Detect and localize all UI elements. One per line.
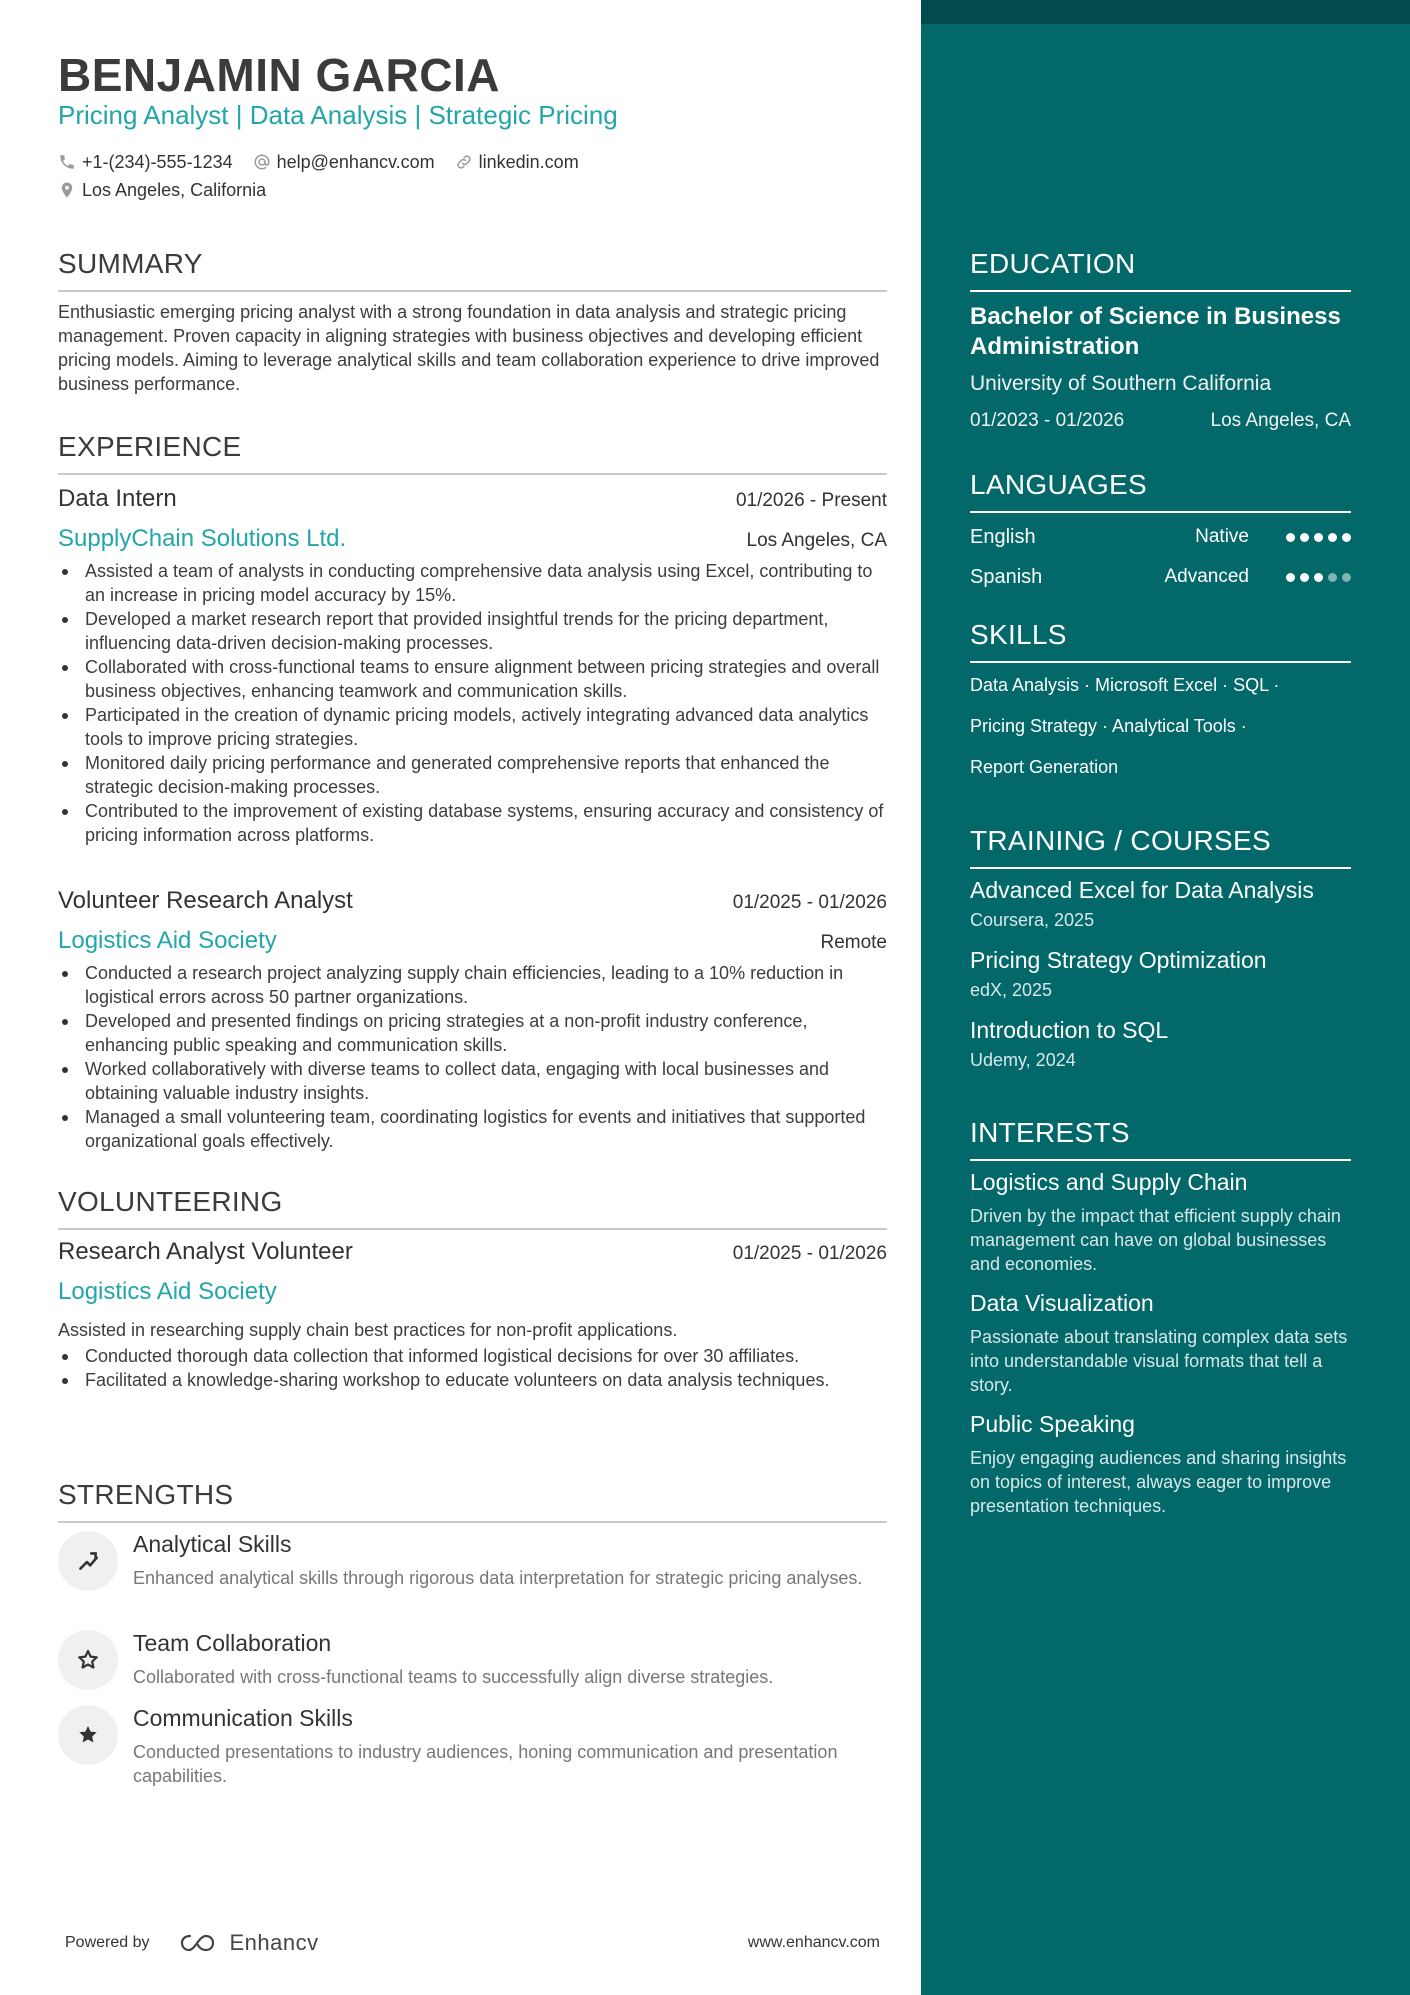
section-divider bbox=[970, 290, 1351, 292]
summary-title: SUMMARY bbox=[58, 248, 203, 279]
link-icon bbox=[455, 153, 473, 171]
language-level: Advanced bbox=[1164, 566, 1249, 587]
volunteering-description: Assisted in researching supply chain best practices for non-profit applications. bbox=[58, 1320, 678, 1340]
interest-desc: Enjoy engaging audiences and sharing insights on topics of interest, always eager to improve presentation techniques. bbox=[970, 1448, 1347, 1516]
job-company[interactable]: Logistics Aid Society bbox=[58, 927, 277, 954]
experience-section bbox=[58, 431, 887, 475]
link-text: linkedin.com bbox=[478, 151, 579, 172]
headline: Pricing Analyst | Data Analysis | Strategic Pricing bbox=[58, 100, 618, 130]
star-outline-icon bbox=[58, 1630, 118, 1690]
education-dates: 01/2023 - 01/2026 bbox=[970, 410, 1125, 431]
contact-email[interactable] bbox=[253, 152, 435, 173]
section-divider bbox=[970, 867, 1351, 869]
course-item bbox=[970, 947, 1351, 1001]
job-bullets bbox=[58, 961, 887, 1153]
footer-url[interactable]: www.enhancv.com bbox=[747, 1934, 880, 1951]
skills-line: Pricing Strategy · Analytical Tools · bbox=[970, 716, 1247, 736]
contact-info bbox=[58, 150, 599, 206]
interest-title: Public Speaking bbox=[970, 1411, 1135, 1437]
rating-dot-filled bbox=[1286, 573, 1295, 582]
training-title: TRAINING / COURSES bbox=[970, 825, 1271, 856]
education-location: Los Angeles, CA bbox=[1210, 410, 1351, 431]
rating-dot-filled bbox=[1300, 573, 1309, 582]
contact-phone[interactable] bbox=[58, 152, 233, 173]
bullet-item: Contributed to the improvement of existing database systems, ensuring accuracy and consistency of pricing information across platforms. bbox=[58, 799, 887, 847]
interest-desc: Passionate about translating complex data sets into understandable visual formats that tell a story. bbox=[970, 1327, 1348, 1395]
star-icon bbox=[58, 1705, 118, 1765]
summary-section bbox=[58, 248, 887, 396]
course-title: Introduction to SQL bbox=[970, 1017, 1169, 1043]
section-divider bbox=[58, 290, 887, 292]
sidebar-top-bar bbox=[921, 0, 1410, 24]
interests-section bbox=[970, 1117, 1351, 1518]
skills-list bbox=[970, 665, 1351, 788]
email-text: help@enhancv.com bbox=[276, 151, 435, 172]
analytics-icon bbox=[58, 1531, 118, 1591]
job-company[interactable]: SupplyChain Solutions Ltd. bbox=[58, 525, 347, 552]
job-entry bbox=[58, 887, 887, 1153]
language-item bbox=[970, 557, 1351, 597]
skills-line: Report Generation bbox=[970, 757, 1119, 777]
course-meta: edX, 2025 bbox=[970, 980, 1053, 1000]
skills-section bbox=[970, 619, 1351, 788]
education-degree: Bachelor of Science in Business Administration bbox=[970, 303, 1341, 360]
course-title: Pricing Strategy Optimization bbox=[970, 947, 1267, 973]
strengths-section bbox=[58, 1479, 887, 1523]
rating-dot-filled bbox=[1314, 573, 1323, 582]
skills-title: SKILLS bbox=[970, 619, 1067, 650]
job-company[interactable]: Logistics Aid Society bbox=[58, 1278, 277, 1305]
section-divider bbox=[58, 1228, 887, 1230]
job-title: Volunteer Research Analyst bbox=[58, 887, 353, 914]
interest-item bbox=[970, 1411, 1351, 1518]
interest-title: Data Visualization bbox=[970, 1290, 1154, 1316]
volunteering-bullets bbox=[58, 1344, 887, 1392]
brand-logo[interactable] bbox=[178, 1930, 319, 1956]
bullet-item: Developed a market research report that provided insightful trends for the pricing department, influencing data-driven decision-making processes. bbox=[58, 607, 887, 655]
summary-text: Enthusiastic emerging pricing analyst with a strong foundation in data analysis and strategic pricing management. Proven capacity in aligning strategies with business objectives and developing efficient pricing models. Aiming to leverage analytical skills and team collaboration experience to drive improved business performance. bbox=[58, 302, 880, 394]
skills-line: Data Analysis · Microsoft Excel · SQL · bbox=[970, 675, 1280, 695]
language-rating bbox=[1281, 573, 1351, 582]
interest-item bbox=[970, 1290, 1351, 1397]
rating-dot-filled bbox=[1286, 533, 1295, 542]
footer bbox=[65, 1930, 880, 1956]
strength-title: Analytical Skills bbox=[133, 1531, 292, 1557]
job-location: Los Angeles, CA bbox=[746, 530, 887, 551]
bullet-item: Worked collaboratively with diverse teams to collect data, engaging with local businesses and obtaining valuable industry insights. bbox=[58, 1057, 887, 1105]
enhancv-logo-icon bbox=[178, 1931, 224, 1955]
course-item bbox=[970, 1017, 1351, 1071]
course-meta: Udemy, 2024 bbox=[970, 1050, 1076, 1070]
interest-desc: Driven by the impact that efficient supply chain management can have on global businesses and economies. bbox=[970, 1206, 1341, 1274]
volunteering-section bbox=[58, 1186, 887, 1392]
rating-dot-filled bbox=[1342, 533, 1351, 542]
strength-desc: Enhanced analytical skills through rigorous data interpretation for strategic pricing analyses. bbox=[133, 1568, 863, 1588]
rating-dot-empty bbox=[1328, 573, 1337, 582]
section-divider bbox=[58, 1521, 887, 1523]
location-text: Los Angeles, California bbox=[82, 179, 267, 200]
education-section bbox=[970, 248, 1351, 432]
education-title: EDUCATION bbox=[970, 248, 1136, 279]
powered-by-label: Powered by bbox=[65, 1934, 150, 1951]
bullet-item: Assisted a team of analysts in conducting comprehensive data analysis using Excel, contributing to an increase in pricing model accuracy by 15%. bbox=[58, 559, 887, 607]
language-name: English bbox=[970, 525, 1036, 548]
language-item bbox=[970, 517, 1351, 557]
strength-item bbox=[58, 1705, 887, 1788]
bullet-item: Conducted a research project analyzing supply chain efficiencies, leading to a 10% reduction in logistical errors across 50 partner organizations. bbox=[58, 961, 887, 1009]
training-section bbox=[970, 825, 1351, 1071]
job-dates: 01/2026 - Present bbox=[735, 490, 887, 511]
interests-title: INTERESTS bbox=[970, 1117, 1130, 1148]
section-divider bbox=[970, 661, 1351, 663]
job-dates: 01/2025 - 01/2026 bbox=[732, 892, 887, 913]
bullet-item: Collaborated with cross-functional teams to ensure alignment between pricing strategies and overall business objectives, enhancing teamwork and communication skills. bbox=[58, 655, 887, 703]
strength-desc: Collaborated with cross-functional teams to successfully align diverse strategies. bbox=[133, 1667, 774, 1687]
job-title: Research Analyst Volunteer bbox=[58, 1238, 353, 1265]
strength-item bbox=[58, 1630, 887, 1690]
strengths-title: STRENGTHS bbox=[58, 1479, 234, 1510]
interest-title: Logistics and Supply Chain bbox=[970, 1169, 1248, 1195]
bullet-item: Conducted thorough data collection that informed logistical decisions for over 30 affiliates. bbox=[58, 1344, 887, 1368]
interest-item bbox=[970, 1169, 1351, 1276]
bullet-item: Developed and presented findings on pricing strategies at a non-profit industry conference, enhancing public speaking and communication skills. bbox=[58, 1009, 887, 1057]
bullet-item: Monitored daily pricing performance and generated comprehensive reports that enhanced the strategic decision-making processes. bbox=[58, 751, 887, 799]
rating-dot-empty bbox=[1342, 573, 1351, 582]
language-level: Native bbox=[1195, 526, 1249, 547]
candidate-name: BENJAMIN GARCIA bbox=[58, 49, 500, 101]
section-divider bbox=[58, 473, 887, 475]
experience-title: EXPERIENCE bbox=[58, 431, 242, 462]
strength-item bbox=[58, 1531, 887, 1591]
rating-dot-filled bbox=[1314, 533, 1323, 542]
course-title: Advanced Excel for Data Analysis bbox=[970, 877, 1314, 903]
bullet-item: Participated in the creation of dynamic pricing models, actively integrating advanced data analytics tools to improve pricing strategies. bbox=[58, 703, 887, 751]
location-pin-icon bbox=[58, 181, 76, 199]
brand-name: Enhancv bbox=[229, 1930, 319, 1955]
job-title: Data Intern bbox=[58, 485, 177, 512]
rating-dot-filled bbox=[1300, 533, 1309, 542]
section-divider bbox=[970, 1159, 1351, 1161]
section-divider bbox=[970, 511, 1351, 513]
phone-text: +1-(234)-555-1234 bbox=[82, 151, 233, 172]
languages-section bbox=[970, 469, 1351, 597]
language-name: Spanish bbox=[970, 565, 1043, 588]
job-bullets bbox=[58, 559, 887, 847]
course-item bbox=[970, 877, 1351, 931]
education-school: University of Southern California bbox=[970, 372, 1272, 395]
course-meta: Coursera, 2025 bbox=[970, 910, 1095, 930]
strength-title: Team Collaboration bbox=[133, 1630, 332, 1656]
phone-icon bbox=[58, 153, 76, 171]
strength-desc: Conducted presentations to industry audiences, honing communication and presentation capabilities. bbox=[133, 1742, 838, 1786]
at-icon bbox=[253, 153, 271, 171]
job-entry bbox=[58, 485, 887, 847]
language-rating bbox=[1281, 533, 1351, 542]
languages-title: LANGUAGES bbox=[970, 469, 1147, 500]
bullet-item: Managed a small volunteering team, coordinating logistics for events and initiatives that supported organizational goals effectively. bbox=[58, 1105, 887, 1153]
strength-title: Communication Skills bbox=[133, 1705, 353, 1731]
job-location: Remote bbox=[820, 932, 887, 953]
rating-dot-filled bbox=[1328, 533, 1337, 542]
contact-location bbox=[58, 180, 266, 201]
bullet-item: Facilitated a knowledge-sharing workshop to educate volunteers on data analysis techniques. bbox=[58, 1368, 887, 1392]
contact-link[interactable] bbox=[455, 152, 579, 173]
volunteering-title: VOLUNTEERING bbox=[58, 1186, 283, 1217]
job-dates: 01/2025 - 01/2026 bbox=[732, 1243, 887, 1264]
